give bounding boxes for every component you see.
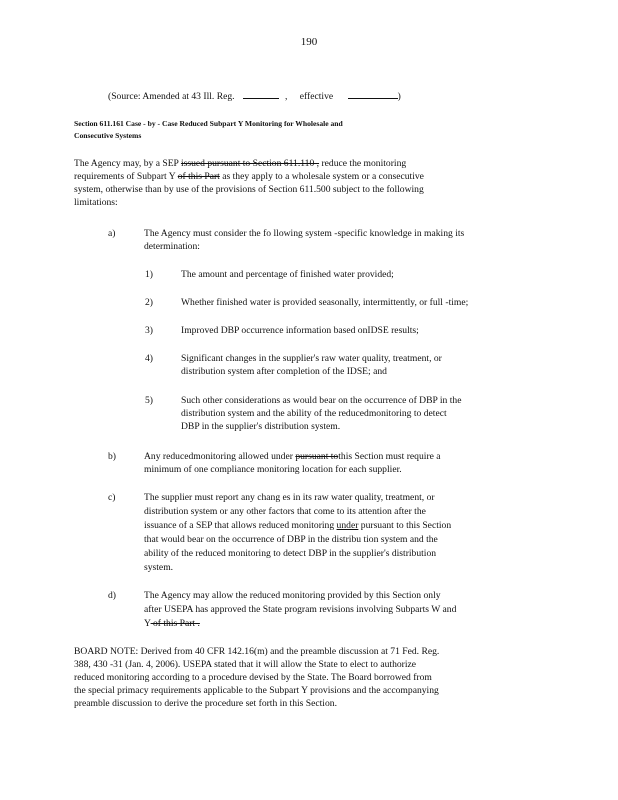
item-b-marker: b) [108,451,116,462]
item-b-line-2: minimum of one compliance monitoring location for each supplier. [144,464,402,475]
section-heading-line2: Consecutive Systems [74,131,142,140]
board-note-line-2: 388, 430 -31 (Jan. 4, 2006). USEPA stated that it will allow the State to elect to authorize [74,659,417,670]
source-prefix: (Source: Amended at 43 Ill. Reg. [108,91,235,102]
subitem-5-line-1: Such other considerations as would bear on the occurrence of DBP in the [181,395,462,406]
subitem-2-marker: 2) [145,297,153,308]
intro-line-2 [74,170,424,183]
page-number: 190 [300,36,318,48]
source-effective: effective [299,91,334,102]
source-line: (Source: Amended at 43 Ill. Reg. , effective ) [108,88,401,103]
item-d-text: Y [144,618,151,629]
item-d-line-1: The Agency may allow the reduced monitoring provided by this Section only [144,590,441,601]
item-d-marker: d) [108,590,116,601]
item-c-text: pursuant to this Section [358,520,452,531]
subitem-5-line-3: DBP in the supplier's distribution system. [181,421,341,432]
item-c-line-2: distribution system or any other factors that come to its attention after the [144,506,426,517]
intro-text: The Agency may, by a SEP [74,158,181,169]
item-c-marker: c) [108,492,116,503]
subitem-4-line-1: Significant changes in the supplier's raw water quality, treatment, or [181,353,442,364]
subitem-1-marker: 1) [145,269,153,280]
item-c-line-1: The supplier must report any chang es in its raw water quality, treatment, or [144,492,435,503]
subitem-2-line-1: Whether finished water is provided seasonally, intermittently, or full -time; [181,297,469,308]
source-close: ) [397,91,401,102]
item-d-line-3 [144,617,200,630]
intro-text: as they apply to a wholesale system or a consecutive [219,171,424,182]
subitem-5-line-2: distribution system and the ability of the reducedmonitoring to detect [181,408,447,419]
subitem-3-marker: 3) [145,325,153,336]
source-reg-blank [243,88,279,99]
item-c-underline-text: under [336,520,359,531]
subitem-3-line-1: Improved DBP occurrence information based onIDSE results; [181,325,419,336]
item-b-strike-text: pursuant to [295,451,339,462]
item-b-text: this Section must require a [338,451,441,462]
intro-line-1 [74,157,406,170]
item-b-text: Any reducedmonitoring allowed under [144,451,296,462]
subitem-4-marker: 4) [145,353,153,364]
intro-text: requirements of Subpart Y [74,171,178,182]
item-c-text: issuance of a SEP that allows reduced monitoring [144,520,337,531]
intro-strike-text: issued pursuant to Section 611.110 , [180,158,320,169]
board-note-line-5: preamble discussion to derive the procedure set forth in this Section. [74,698,337,709]
item-c-line-4: that would bear on the occurrence of DBP in the distribu tion system and the [144,534,438,545]
intro-line-3: system, otherwise than by use of the provisions of Section 611.500 subject to the following [74,184,424,195]
subitem-4-line-2: distribution system after completion of the IDSE; and [181,366,387,377]
board-note-line-4: the special primacy requirements applicable to the Subpart Y provisions and the accompanying [74,685,439,696]
item-d-line-2: after USEPA has approved the State program revisions involving Subparts W and [144,604,457,615]
intro-text: reduce the monitoring [319,158,407,169]
item-c-line-6: system. [144,562,174,573]
section-heading-line1: Section 611.161 Case - by - Case Reduced Subpart Y Monitoring for Wholesale and [74,119,343,128]
intro-strike-text: of this Part [177,171,220,182]
source-effective-blank [348,88,398,99]
subitem-1-line-1: The amount and percentage of finished water provided; [181,269,394,280]
item-a-line-2: determination: [144,241,200,252]
item-c-line-5: ability of the reduced monitoring to detect DBP in the supplier's distribution [144,548,437,559]
item-a-marker: a) [108,228,116,239]
subitem-5-marker: 5) [145,395,153,406]
board-note-line-1: BOARD NOTE: Derived from 40 CFR 142.16(m) and the preamble discussion at 71 Fed. Reg. [74,646,440,657]
board-note-line-3: reduced monitoring according to a procedure devised by the State. The Board borrowed from [74,672,432,683]
item-d-strike-text: of this Part . [150,618,200,629]
item-b-line-1 [144,450,441,463]
item-a-line-1: The Agency must consider the fo llowing system -specific knowledge in making its [144,228,465,239]
intro-line-4: limitations: [74,197,118,208]
item-c-line-3 [144,519,451,532]
